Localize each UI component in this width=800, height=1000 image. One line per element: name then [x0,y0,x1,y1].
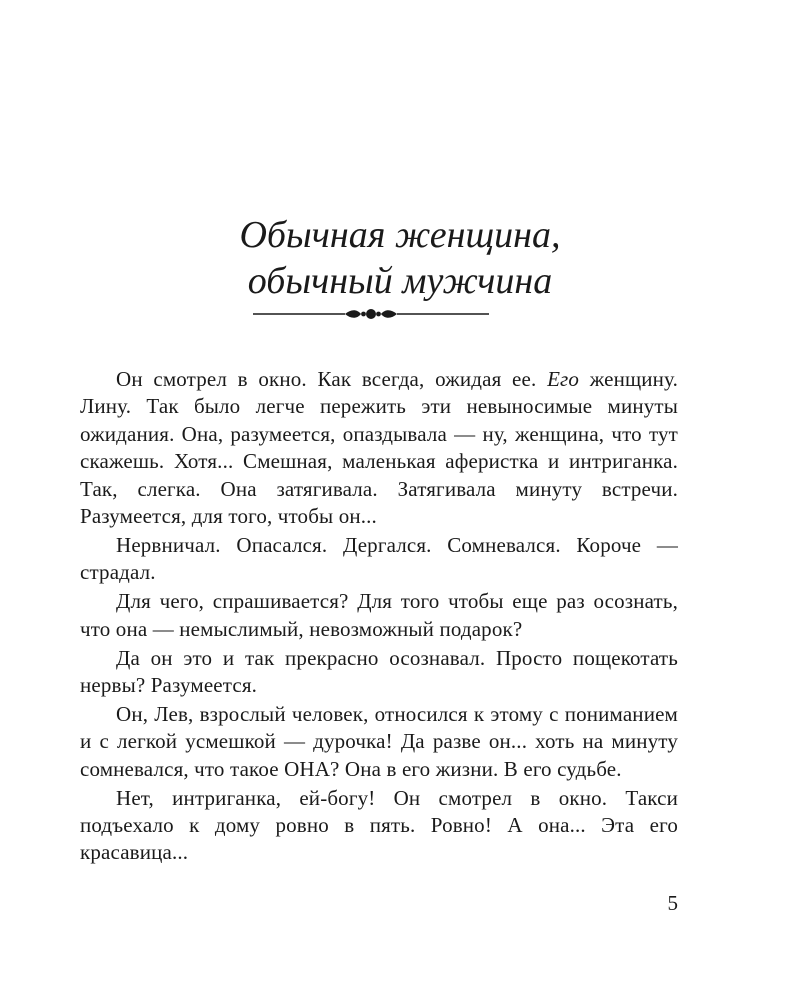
page-number: 5 [667,891,678,915]
chapter-title [150,212,650,304]
body-text [80,366,678,867]
paragraph: Он, Лев, взрослый человек, относился к этому с пониманием и с легкой усмешкой — дурочка! Да разве он... хоть на минуту сомневался, что такое ОНА? Она в его жизни. В его судьбе. [80,701,678,781]
title-ornament-divider [253,305,489,323]
chapter-title-line-1: Обычная женщина, [239,214,561,256]
chapter-title-line-2: обычный мужчина [247,260,553,302]
emphasized-word: Его [547,367,580,391]
paragraph-text: женщину. Лину. Так было легче пережить эти невыносимые минуты ожидания. Она, разумеется, опаздывала — ну, женщина, что тут скажешь. Хотя... Смешная, маленькая аферистка и интриганка. Так, слегка. Она затягивала. Затягивала минуту встречи. Разумеется, для того, чтобы он... [80,367,678,529]
paragraph: Нервничал. Опасался. Дергался. Сомневался. Короче — страдал. [80,532,678,585]
paragraph: Нет, интриганка, ей-богу! Он смотрел в окно. Такси подъехало к дому ровно в пять. Ровно! А она... Эта его красавица... [80,785,678,865]
paragraph-text: Он смотрел в окно. Как всегда, ожидая ее. [116,367,548,391]
paragraph: Для чего, спрашивается? Для того чтобы еще раз осознать, что она — немыслимый, невозможный подарок? [80,589,678,641]
paragraph: Да он это и так прекрасно осознавал. Просто пощекотать нервы? Разумеется. [80,645,678,697]
paragraph [80,366,678,530]
